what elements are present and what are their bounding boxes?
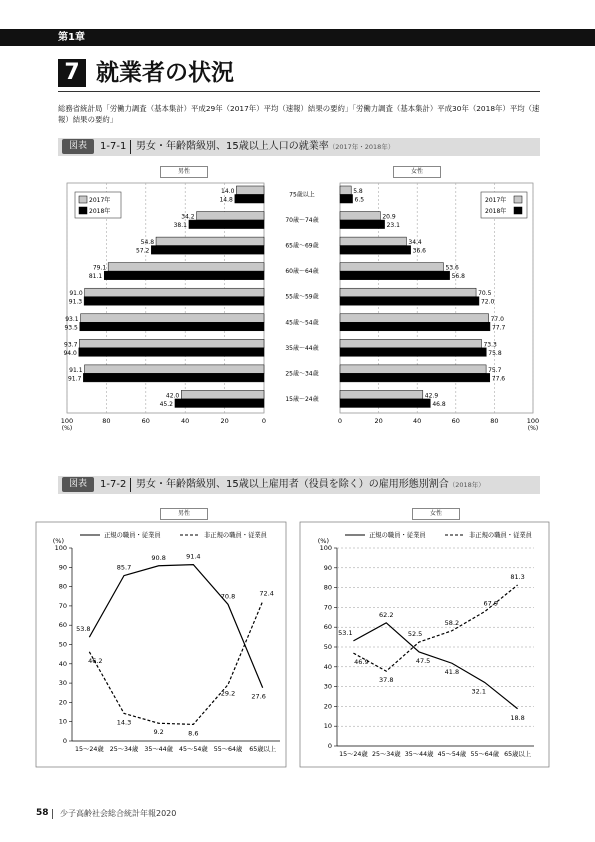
male-bar-value-label: 91.0 (69, 290, 83, 298)
male-bar-value-label: 94.0 (63, 349, 77, 357)
female-x-tick-label: 15〜24歳 (339, 751, 368, 758)
female-bar-value-label: 75.8 (488, 349, 502, 357)
male-data-label: 85.7 (116, 563, 132, 572)
female-y-tick-label: 20 (323, 702, 332, 711)
male-y-tick-label: 90 (58, 563, 67, 572)
female-bar-value-label: 36.6 (412, 247, 426, 255)
female-x-tick-label: 45〜54歳 (437, 751, 467, 758)
figure2-female-label: 女性 (412, 508, 460, 520)
female-x-unit-label: (%) (527, 425, 539, 432)
female-x-tick-label: 40 (413, 417, 422, 425)
female-y-tick-label: 60 (323, 623, 332, 632)
female-bar-value-label: 53.6 (445, 264, 459, 272)
age-category-label: 75歳以上 (289, 191, 315, 199)
age-category-label: 45歳〜54歳 (285, 319, 319, 327)
male-bar-value-label: 93.7 (64, 341, 78, 349)
age-category-label: 25歳〜34歳 (285, 370, 319, 378)
figure1-number: 1-7-1 (100, 141, 127, 152)
female-data-label: 52.5 (407, 630, 423, 639)
male-x-tick-label: 15〜24歳 (75, 746, 104, 753)
female-y-tick-label: 90 (323, 563, 332, 572)
female-data-label: 46.9 (354, 658, 369, 667)
male-x-tick-label: 25〜34歳 (109, 746, 139, 753)
footer-title: 少子高齢社会総合統計年報2020 (60, 809, 177, 818)
age-category-label: 65歳〜69歳 (285, 242, 319, 250)
figure2-number: 1-7-2 (100, 479, 127, 490)
age-category-label: 60歳〜64歳 (285, 268, 319, 276)
female-legend-label: 非正規の職員・従業員 (469, 532, 532, 539)
legend-label: 2018年 (485, 208, 507, 215)
male-data-label: 72.4 (259, 589, 274, 598)
female-line-nonregular (353, 585, 517, 671)
figure1-title: 男女・年齢階級別、15歳以上人口の就業率 (136, 141, 329, 152)
male-x-tick-label: 65歳以上 (249, 746, 277, 753)
figure2-title: 男女・年齢階級別、15歳以上雇用者（役員を除く）の雇用形態別割合 (136, 479, 449, 490)
male-data-label: 46.2 (88, 656, 103, 665)
male-data-label: 27.6 (251, 692, 266, 701)
figure1-female-label: 女性 (393, 166, 441, 178)
chapter-label: 第1章 (58, 32, 85, 43)
female-data-label: 53.1 (338, 628, 353, 637)
male-bar-value-label: 79.1 (92, 264, 107, 272)
female-bar-value-label: 75.7 (488, 366, 502, 374)
male-bar-value-label: 14.8 (219, 196, 233, 204)
male-data-label: 9.2 (153, 728, 164, 737)
figure1-tag: 図表 (62, 139, 94, 154)
female-bar-value-label: 77.6 (491, 375, 506, 383)
age-category-label: 35歳〜44歳 (285, 344, 319, 352)
male-bar-value-label: 42.0 (165, 392, 180, 400)
female-y-tick-label: 0 (327, 742, 332, 750)
female-y-tick-label: 10 (323, 722, 332, 731)
male-legend-label: 非正規の職員・従業員 (204, 532, 267, 539)
female-data-label: 37.8 (379, 676, 394, 685)
legend-label: 2017年 (485, 197, 507, 204)
female-data-label: 81.3 (510, 573, 525, 582)
female-data-label: 32.1 (471, 687, 486, 696)
male-x-tick-label: 45〜54歳 (179, 746, 208, 753)
male-x-tick-label: 100 (60, 417, 74, 425)
footer-divider (52, 809, 53, 819)
section-number: 7 (58, 59, 86, 87)
male-y-tick-label: 0 (62, 737, 67, 745)
male-bar-value-label: 38.1 (173, 222, 187, 230)
female-data-label: 62.2 (379, 610, 394, 619)
male-y-tick-label: 100 (54, 544, 67, 552)
male-data-label: 70.8 (220, 592, 236, 601)
female-x-tick-label: 35〜44歳 (404, 751, 434, 758)
female-y-tick-label: 70 (323, 603, 332, 612)
male-bar-value-label: 93.1 (65, 315, 79, 323)
figure2-subtitle: （2018年） (448, 481, 485, 489)
female-bar-value-label: 77.0 (490, 315, 504, 323)
female-bar-value-label: 23.1 (386, 222, 400, 230)
figure1-subtitle: （2017年・2018年） (328, 143, 395, 151)
male-x-tick-label: 35〜44歳 (144, 746, 173, 753)
female-x-tick-label: 65歳以上 (504, 751, 532, 758)
female-legend-label: 正規の職員・従業員 (369, 532, 426, 539)
female-data-label: 47.5 (415, 656, 431, 665)
male-bar-value-label: 57.2 (135, 247, 150, 255)
female-data-label: 41.8 (444, 668, 460, 677)
male-data-label: 14.3 (116, 718, 132, 727)
male-bar-value-label: 45.2 (159, 400, 173, 408)
female-bar-value-label: 77.7 (491, 324, 506, 332)
female-x-tick-label: 80 (490, 417, 499, 425)
female-bar-value-label: 20.9 (382, 213, 396, 221)
female-x-tick-label: 25〜34歳 (371, 751, 401, 758)
female-bar-value-label: 46.8 (432, 400, 446, 408)
legend-label: 2017年 (89, 197, 111, 204)
male-x-tick-label: 80 (102, 417, 111, 425)
female-data-label: 58.2 (444, 618, 460, 627)
male-data-label: 53.8 (76, 625, 91, 634)
male-x-tick-label: 55〜64歳 (213, 746, 243, 753)
female-bar-value-label: 72.0 (480, 298, 495, 306)
female-y-tick-label: 40 (323, 662, 332, 671)
female-bar-value-label: 6.5 (354, 196, 365, 204)
male-y-tick-label: 10 (58, 717, 67, 726)
female-x-tick-label: 0 (337, 417, 343, 425)
male-data-label: 90.8 (151, 553, 166, 562)
male-data-label: 29.2 (220, 689, 236, 698)
male-line-nonregular (89, 601, 262, 727)
female-x-tick-label: 55〜64歳 (470, 751, 500, 758)
male-y-tick-label: 20 (58, 698, 67, 707)
male-y-tick-label: 50 (58, 640, 67, 649)
legend-label: 2018年 (89, 208, 111, 215)
male-bar-value-label: 91.3 (68, 298, 83, 306)
age-category-label: 15歳〜24歳 (285, 395, 319, 403)
figure1-male-label: 男性 (160, 166, 208, 178)
male-bar-value-label: 91.7 (67, 375, 82, 383)
female-line-regular (353, 623, 517, 709)
female-bar-value-label: 73.3 (483, 341, 497, 349)
female-data-label: 18.8 (510, 713, 525, 722)
female-bar-value-label: 56.8 (451, 273, 465, 281)
male-x-unit-label: (%) (61, 425, 73, 432)
page-number: 58 (36, 808, 49, 818)
age-category-label: 55歳〜59歳 (285, 293, 319, 301)
male-bar-value-label: 81.1 (88, 273, 103, 281)
male-x-tick-label: 0 (261, 417, 267, 425)
female-bar-value-label: 5.8 (353, 188, 363, 195)
figure2-tag: 図表 (62, 477, 94, 492)
source-note: 総務省統計局「労働力調査（基本集計）平成29年（2017年）平均（速報）結果の要約」「労働力調査（基本集計）平成30年（2018年）平均（速報）結果の要約」 (58, 104, 540, 124)
male-x-tick-label: 20 (220, 417, 229, 425)
male-legend-label: 正規の職員・従業員 (104, 532, 161, 539)
female-y-tick-label: 50 (323, 643, 332, 651)
male-bar-value-label: 91.1 (69, 366, 83, 374)
female-x-tick-label: 100 (526, 417, 540, 425)
male-y-tick-label: 70 (58, 601, 67, 610)
age-category-label: 70歳〜74歳 (285, 217, 319, 225)
female-y-tick-label: 30 (323, 682, 332, 691)
female-data-label: 67.9 (483, 599, 498, 608)
male-data-label: 91.4 (186, 552, 201, 561)
male-x-tick-label: 60 (141, 417, 150, 425)
female-y-unit-label: (%) (317, 537, 329, 545)
figure2-male-label: 男性 (160, 508, 208, 520)
male-y-tick-label: 30 (58, 679, 67, 688)
male-x-tick-label: 40 (181, 417, 190, 425)
male-bar-value-label: 14.0 (221, 188, 235, 195)
male-bar-value-label: 54.8 (140, 239, 155, 247)
male-data-label: 8.6 (188, 729, 199, 738)
female-bar-value-label: 34.4 (408, 239, 422, 247)
female-x-tick-label: 20 (374, 417, 383, 425)
female-bar-value-label: 70.5 (478, 290, 492, 298)
female-y-tick-label: 100 (319, 544, 332, 552)
male-bar-value-label: 34.2 (181, 213, 195, 221)
female-y-tick-label: 80 (323, 583, 332, 592)
male-line-regular (89, 565, 262, 688)
female-bar-value-label: 42.9 (424, 392, 439, 400)
male-y-unit-label: (%) (52, 537, 64, 545)
section-title: 就業者の状況 (96, 60, 234, 86)
female-x-tick-label: 60 (451, 417, 460, 425)
male-y-tick-label: 80 (58, 582, 67, 591)
male-y-tick-label: 60 (58, 621, 67, 630)
male-y-tick-label: 40 (58, 659, 67, 668)
male-bar-value-label: 93.5 (64, 324, 78, 332)
